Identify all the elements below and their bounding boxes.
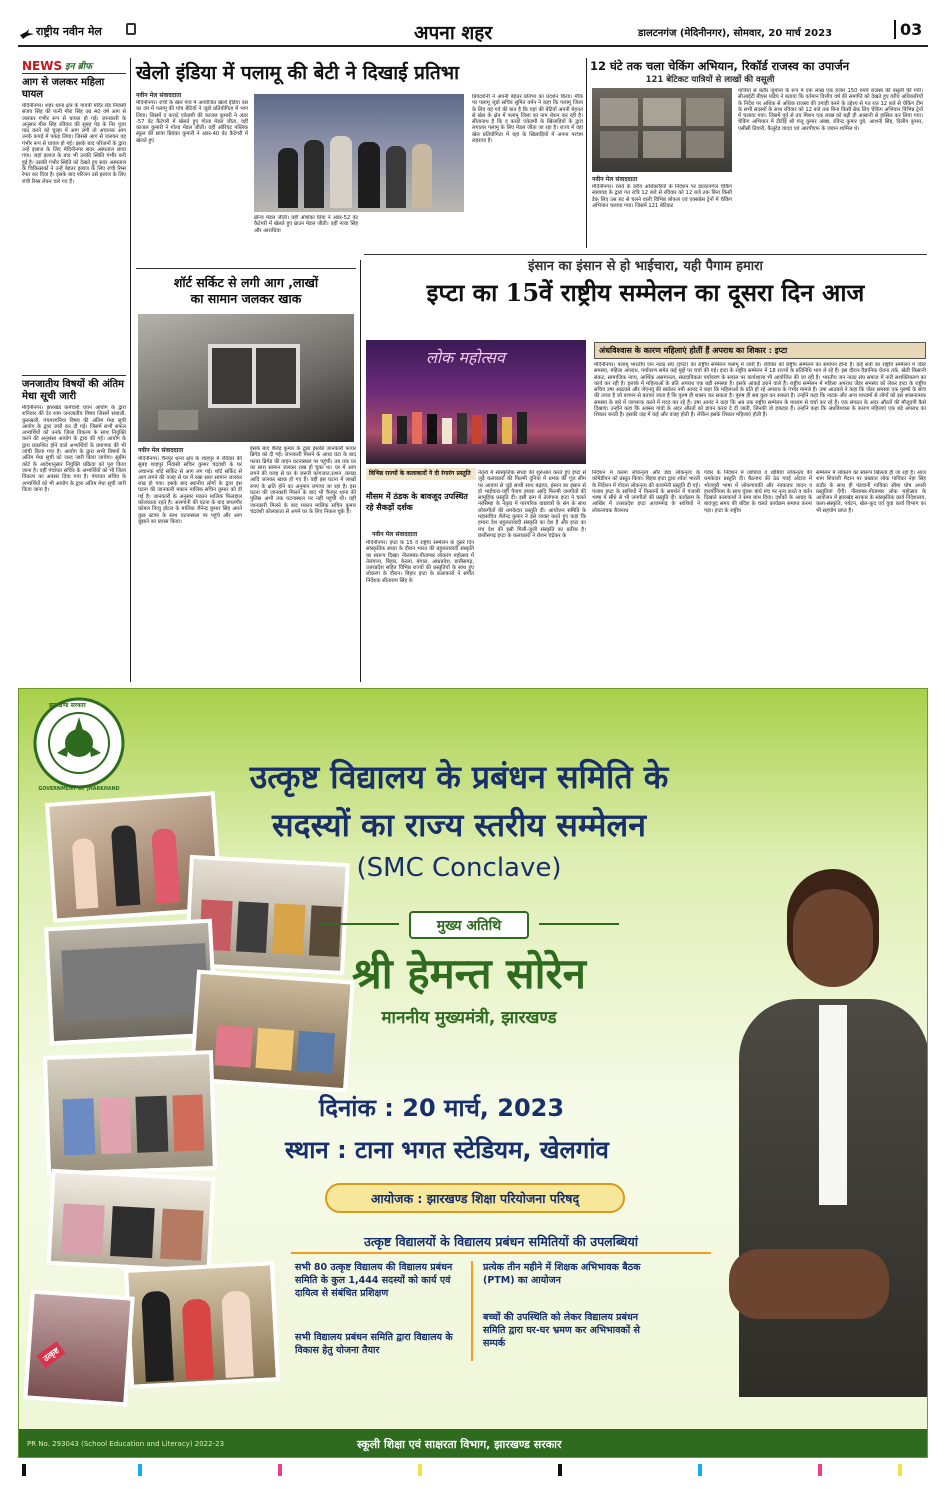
story1-col3: प्रियदर्शनी ने अपनी बेहतर प्रतिभा का प्रदर्शन किया। मौके पर पलामू जूडो सचिव सुमित वर्मन ने कहा कि पलामू जिला के लिए यह गर्व की बात है कि यहां की बेटियों अपनी मेहनत से खेल के क्षेत्र में पलामू जिला का नाम रोशन कर रही है। सीतानाथ है कि द कराटे एकेडमी के खिलाड़ियों के द्वारा लगातार पलामू के लिए मेडल जीता जा रहा है। राज्य में वहां खेल प्रतियोगिता में यहां के खिलाड़ियों में अपना परचम लहराया है। — [472, 94, 583, 145]
story1-photo — [254, 94, 464, 212]
date-label: दिनांक — [319, 1094, 376, 1122]
paper-name: राष्ट्रीय नवीन मेल — [36, 25, 102, 38]
story3-col1: मेदिनीनगर। चैनपुर थाना क्षेत्र के शाहपुर में रविवार की सुबह शाहपुर निवासी सचिन कुमार चंद्रवंशी के घर अचानक शॉर्ट सर्किट से आग लग गई। शॉर्ट सर्किट से आग लगने की वजह से घर में रखा सारा सामान जलकर राख हो गया। इसके बाद स्थानीय लोगों के द्वारा इस घटना की जानकारी मकान मालिक सचिन कुमार को दी गई है। जानकारी के अनुसार मकान मालिक फिलहाल कोलकाता रहते है। अलगानी की घटना के बाद बगलगीर कोमल निव्यु होटल के मालिक जैनेन्द्र कुमार सिंह अपने कुछ स्टाफ के साथ घटनास्थल पर पहुंचे और आग बुझाने का प्रयास किया। — [138, 456, 242, 525]
achievement-4: बच्चों की उपस्थिति को लेकर विद्यालय प्रबंधन समिति द्वारा घर-घर भ्रमण कर अभिभावकों से सम्पर्क — [483, 1312, 640, 1349]
section-title: अपना शहर — [414, 22, 493, 44]
brief-header — [22, 58, 126, 74]
event-venue: स्थान : टाना भगत स्टेडियम, खेलगांव — [285, 1136, 609, 1164]
story3-col2: इसके बाद शैलेंद्र कुमार के द्वारा इसकी जानकारी फायर ब्रिगेड को दी गई। जानकारी मिलने के आधा घंटा के बाद फायर ब्रिगेड की वाहन घटनास्थल पर पहुंची। तब तक घर का सारा सामान जलकर राख हो चुका था। घर में आग लगने की वजह से घर के जरूरी कागजात,राशन ,कपड़ा आदि जलकर खाक हो गए हैं। वहीं इस घटना में लाखों रुपए के क्षति होने का अनुमान लगाया जा रहा है। इस घटना की जानकारी मिलने के बाद भी चैनपुर थाना की पुलिस अभी तक घटनास्थल पर नहीं पहुंची थी। वहीं जानकारी मिलने के बाद मकान मालिक सचिन कुमार चंद्रवंशी कोलकाता से अपने घर के लिए निकल चुके हैं। — [250, 446, 356, 515]
chief-minister-portrait — [719, 829, 928, 1397]
story2-col1: मेदिनीनगर। रेलवे के वरीय अधिकारियों के निर्देशन पर डालटनगंज चेकिंग स्क्वायड के द्वारा गत रात्रि 12 बजे से रविवार को 12 बजे तक बिना किसी डेक लिए उस रुट से चलने वाली विभिन्न लोकल एवं एक्सप्रेस ट्रेनों में चेकिंग अभियान चलाया गया। जिसमें 121 बेटिकट — [592, 184, 732, 209]
story3-photo — [138, 314, 354, 442]
ad-title-english: (SMC Conclave) — [356, 853, 562, 883]
story4-kicker: इंसान का इंसान से हो भाईचारा, यही पैगाम हमारा — [528, 259, 763, 274]
emblem-bottom-text: GOVERNMENT OF JHARKHAND — [38, 787, 120, 792]
brief-2-body: मेदिनीनगर। झारखंड कर्मचारी चयन आयोग के द्वारा शनिवार की देर शाम जनजातीय विषय जिसमें संथाली, कुरुखली, पंचपरगनिया विषय की अंतिम मेधा सूची आयोग के द्वारा जारी कर दी गई। जिसमें सभी सफल अभ्यर्थियों को उनके जिला विकल्प के साथ नियुक्ति करने की अनुशंसा आयोग के द्वारा की गई। आयोग के द्वारा प्रकाशित होने वाले अभ्यर्थियों के प्रमाणक की भी जांची किया गया है। आयोग के द्वारा सभी विषयों के अंतिम मेधा सूची को जल्द जारी किया जायेगा। सुप्रीम कोर्ट के आदेशानुसार नियुक्ति प्रक्रिया को पूरा किया जाना है। वहीं पंचायत सचिव के अभ्यर्थियों को भी जिला विकल्प का अवसर दिया गया है। पंचायत सचिव के अभ्यर्थियों को भी आयोग के द्वारा अंतिम मेधा सूची जारी किया जाना है। — [22, 405, 126, 493]
achievement-2: सभी विद्यालय प्रबंधन समिति द्वारा विद्यालय के विकास हेतु योजना तैयार — [295, 1332, 453, 1356]
story4-col1: मेदिनीनगर। इप्टा के 15 वें राष्ट्रीय सम्मेलन के दूसरे दिन सांस्कृतिक संध्या के दौरान भारत की बहुलतावादी संस्कृति का स्वरूप दिखा। नीलाम्बर-पीताम्बर लोकरंग महोत्सव में तेलंगाना, बिहार, केरला, बंगाल, आंध्रप्रदेश, छत्तीसगढ़, उत्तरप्रदेश सहित विभिन्न राज्यों की प्रस्तुतियों के साथ हुए लोकरंग के दौरान। बिहार इप्टा के कलाकारों ने संगीत निर्देशक सीताराम सिंह के — [366, 540, 474, 584]
story1-col1: मेदिनीनगर। रांची के खेल गांव में आयोजित खेलो इंडिया दस का दम में पलामू की पांच बेटियों ने जूडो प्रतियोगिता में भाग लिया। जिसमें द कराटे एकेडमी की काजल कुमारी ने अंडर -57 वेट कैटेगरी में खेलते हुए गोल्ड मेडल जीता, वहीं काजल कुमारी ने गोल्ड मेडल जीती। वहीं ऑरिएंट पब्लिक स्कूल की छात्रा प्रियंका कुमारी ने अंडर-40 वेट कैटेगरी में खेलते हुए — [136, 100, 248, 144]
story-ipta — [364, 254, 927, 684]
event-date: दिनांक : 20 मार्च, 2023 — [319, 1094, 565, 1122]
story4-col4: गंवार के निर्देशन में जाधिया व धोबिया लोकनृत्य की धमकेदार प्रस्तुति दी। बैठनाथ की ठेठ गवई अंदाज में भोजपुरी भाषा में लोकगायकी और नवकवार वादन व हारमोनियम के साथ घुंघरू बांधे मंच पर नृत्य करते व बर्तन दिखाते कलाकारों ने समा बांध दिया। दर्शकों के आग्रह के बावजूद समय की बंदिश के चलते कार्यक्रम समाप्त करना पड़ा। इप्टा के राष्ट्रीय — [704, 470, 812, 514]
story4-col2: नेतृत्व में सांस्कृतिक संध्या की शुरुआत करते हुए इप्टा से जुड़े कलाकारों की फिल्मी दुनिया में धमक की गूंज सीम पर आयाम से जुड़े साथी साथ बढ़ाया, इंसान का इंसान से हो भाईचारा-यही पैगाम हमारा आदि फिल्मी जनगीतों की सामूहिक प्रस्तुति दी। इसी क्रम में तेलंगाना इप्टा ने चलते नरसिम्हा के नेतृत्व में पारंपरिक वाद्ययंत्रों के संग के साथ लोकगीतों की धमकेदार प्रस्तुति दी। आयोजन समिति के महासचिव शैलेन्द्र कुमार ने इसे व्यक्त करते हुए कहा कि हमारा देश बहुलतावादी संस्कृति का देश है और इप्टा का मंच देश की इसी मिली-जुली संस्कृति का प्रतीक है। छत्तीसगढ़ इप्टा के कलाकारों ने रोशन चंद्रेकर के — [478, 470, 586, 539]
story-fire — [136, 268, 356, 682]
story2-headline: 12 घंटे तक चला चेकिंग अभियान, रिकॉर्ड राजस्व का उपार्जन — [590, 59, 850, 73]
news-in-brief — [22, 58, 126, 682]
dateline: डालटनगंज (मेदिनीनगर), सोमवार, 20 मार्च 2023 — [638, 28, 833, 39]
story4-photo-caption — [366, 468, 476, 480]
masthead — [18, 18, 928, 48]
achievement-1: सभी 80 उत्कृष्ट विद्यालय की विद्यालय प्रबंधन समिति के कुल 1,444 सदस्यों को कार्य एवं दायित्व से संबंधित प्रशिक्षण — [295, 1262, 453, 1299]
ad-photo-6 — [47, 1169, 216, 1273]
story4-headline: इप्टा का 15वें राष्ट्रीय सम्मेलन का दूसरा दिन आज — [426, 278, 865, 307]
paper-logo-small — [126, 23, 136, 35]
story2-subhead: 121 बेटिकट यात्रियों से लाखों की वसूली — [645, 75, 775, 85]
ad-photo-3 — [44, 919, 218, 1046]
story1-col2: ब्रॉन्ज मेडल जीती। वहीं अंशिका प्रिया ने अंडर-52 वेट कैटेगरी में खेलते हुए ब्राउन मेडल जीती। वहीं नव्या सिंह और आराधिया — [254, 215, 358, 234]
story2-photo — [592, 88, 732, 172]
venue-value: टाना भगत स्टेडियम, खेलगांव — [355, 1136, 609, 1164]
story3-headline-1: शॉर्ट सर्किट से लगी आग ,लाखों — [173, 275, 319, 290]
ad-department: स्कूली शिक्षा एवं साक्षरता विभाग, झारखण्ड सरकार — [357, 1437, 562, 1451]
story-khelo-india — [136, 58, 583, 264]
ad-photo-5 — [43, 1050, 217, 1176]
ad-title-line-1: उत्कृष्ट विद्यालय के प्रबंधन समिति के — [249, 758, 669, 796]
smc-conclave-ad — [18, 688, 928, 1458]
jharkhand-emblem-icon — [33, 697, 125, 789]
story2-col2: यात्रियों से बतौर जुर्माना के रूप में एक लाख एक हजार 150 रुपये राजस्व की वसूली की गयी। सीआईटी बीएस पांडेय ने बताया कि वर्तमान वित्तीय वर्ष की समाप्ति को देखते हुए वरीय अधिकारियों के निर्देश पर अधिक से अधिक राजस्व की उगाही करने के उद्देश्य से गत रात 12 बजे से चेकिंग टीम के सभी सदस्यों के साथ रविवार को 12 बजे तक बिना किसी ब्रेक लिए चेकिंग अभियान विभिन्न ट्रेनों में चलाया गया। जिसमें पूर्व से तय मिशन एक लाख को बढ़ी ही आसानी से हासिल कर लिया गया। चेकिंग अभियान में टीटीई श्री मंजू कुमार अंबष्ठ, रविन्द्र कुमार दुबे, आशनी सिंह, दिलीप कुमार, एसीसी तिवारी, कैलुटेड यादव एवं आरपीएफ के जवान शामिल थे। — [738, 88, 923, 132]
story4-photo-banner: लोक महोत्सव — [426, 348, 505, 367]
page-number: 03 — [894, 20, 922, 39]
story4-col5: सम्मेलन में लोकरंग का स्वरूप खिलता ही जा रहा है। आज शाम शिवाजी मैदान पर प्रख्यात लोक गायिका नेहा सिंह राठौर के साथ ही पंडवानी गायिका सीमा घोष अपनी प्रस्तुतियां देंगी। नीलाम्बर-पीताम्बर लोक महोत्सव के आयोजन में झारखंड सरकार के सांस्कृतिक कार्य निदेशालय, कला-संस्कृति, पर्यटन, खेल-कूद एवं युवा कार्य विभाग का भी सहयोग प्राप्त है। — [816, 470, 926, 514]
story4-byline: नवीन मेल संवाददाता — [372, 531, 418, 538]
ad-footer — [19, 1429, 928, 1458]
achievement-3: प्रत्येक तीन महीने में शिक्षक अभिभावक बैठक (PTM) का आयोजन — [483, 1262, 641, 1286]
story1-headline: खेलो इंडिया में पलामू की बेटी ने दिखाई प्रतिभा — [136, 62, 459, 84]
bird-icon — [20, 24, 34, 34]
guest-name: श्री हेमन्त सोरेन — [352, 949, 586, 998]
story3-headline-2: का सामान जलकर खाक — [190, 291, 302, 306]
ad-photo-7 — [124, 1261, 280, 1389]
ad-title-line-2: सदस्यों का राज्य स्तरीय सम्मेलन — [271, 806, 646, 844]
brief-2-headline: जनजातीय विषयों की अंतिम मेधा सूची जारी — [22, 379, 125, 402]
organizer-badge — [325, 1183, 625, 1213]
story4-side-headline: अंधविश्वास के कारण महिलाएं होतीं हैं अपराध का शिकार : इप्टा — [594, 342, 926, 359]
ad-photo-8 — [23, 1290, 134, 1407]
date-value: 20 मार्च, 2023 — [402, 1094, 565, 1122]
story4-side-body: मेदिनीनगर। पलामू भारतीय जन नाट्य संघ (इप्टा) का राष्ट्रीय सम्मेलन पलामू में जारी है। रविवार को राष्ट्रीय सम्मेलन का समापन होना है। कई सत्रों का राष्ट्रीय सम्मेलन में जेंडर समस्या, महिला अपराध, पर्यावरण समेत कई मुद्दों पर चर्चा की गई। इप्टा के राष्ट्रीय सम्मेलन में 18 राज्यों के प्रतिनिधि भाग ले रहे हैं। इस दौरान वैज्ञानिक चेतना तर्क, खेती किसानी संकट, सामाजिक न्याय, आर्थिक असमानता, संप्रदायिकता पर्यावरण के सवाल पर कार्यशाला भी आयोजित की जा रही है। भारतीय जन नाट्य संघ समाज में नारी सशक्तिकरण का कार्य कर रही है। इलाके में महिलाओं के प्रति अपराध एक बड़ी समस्या है। इसके आंकड़े डराने वाले हैं। राष्ट्रीय सम्मेलन में महिला अपराध जेंडर समस्या को लेकर इप्टा के राष्ट्रीय सचिव उषा आठवले और जेएनयू की स्कॉलर नमी आनंद ने कहा कि महिलाओं के प्रति हो रहे अपराध के गंभीर मामले हैं। उषा आठवले ने कहा कि जेंडर समस्या एक पुरुषों के सोच की उपज है जो बचपन से बताया जाता है कि पुरुष ही शासन कर सकता है। पुरुष ही सब कुछ कर सकता है। उन्होंने कहा कि नाटक और अन्य माध्यमों से लोगों को इस शासनात्मक समस्या के बारे में जागरूक करने में मदद कर रहे हैं। उषा आनंद ने कहा कि अब तक राष्ट्रीय सम्मेलन के माध्यम से चर्चा कर रहे हैं। एक संगठन के अंदर औरतों की मौजूदगी कैसे दिखाएं। उन्होंने कहा कि अक्सर गांवों के अंदर औरतों को डायन करार दे दी जाती, जिनकी वो हकदार हैं। उन्होंने कहा कि अंधविश्वास के कारण महिलाएं एक बड़े अपराध का शिकार बनती है। इसकी जड़ में कई और वजह होती हैं। लेकिन इसके शिकार महिलाएं होती हैं। — [594, 362, 926, 419]
organizer-text: आयोजक : झारखण्ड शिक्षा परियोजना परिषद् — [370, 1190, 580, 1206]
story2-byline: नवीन मेल संवाददाता — [592, 176, 638, 183]
story-railway — [590, 58, 925, 248]
chief-guest-label-box — [409, 911, 529, 939]
story4-side-box — [594, 342, 926, 464]
story4-caption-text: विभिन्न राज्यों के कलाकारों ने दी रंगारंग प्रस्तुति — [369, 470, 471, 477]
brief-subtitle: इन ब्रीफ — [65, 62, 93, 72]
guest-title: माननीय मुख्यमंत्री, झारखण्ड — [381, 1008, 557, 1028]
emblem-top-text: झारखण्ड सरकार — [49, 702, 86, 709]
brief-1-headline: आग से जलकर महिला घायल — [22, 77, 105, 100]
brief-1-body: मेदिनीनगर। शहर थाना क्षेत्र के गायत्री मंदिर रोड निवासी संजय सिंह की पत्नी मीरा सिंह उम्र 40 वर्ष आग से जलकर गंभीर रूप से घायल हो गई। जानकारी के अनुसार मीरा सिंह रविवार की सुबह पेड़ के निर पूजा पाठ करने को चुल्हा में आग लगी तो अचानक आग उनके कपड़े में पकड़ लिया। जिससे आग से जलकर वह गंभीर रूप से घायल हो गई। इसके बाद परिजनों के द्वारा उन्हें इलाज के लिए मेदिनीनगर सदर अस्पताल लाया गया। जहां इलाज के बाद भी उनकी स्थिति गंभीर बनी हुई है। उसकी गंभीर स्थिति को देखते हुए सदर अस्पताल के चिकित्सकों ने उन्हें बेहतर इलाज के लिए रांची रिम्स रेफर कर दिया है। इसके बाद परिजन उसे इलाज के लिए रांची रिम्स लेकर चले गए हैं। — [22, 103, 126, 185]
story3-byline: नवीन मेल संवाददाता — [138, 447, 184, 454]
pr-number: PR No. 293043 (School Education and Literacy) 2022-23 — [27, 1440, 225, 1448]
story4-col3: निर्देशन में करमा लोकनृत्य और डंडा लोकनृत्य के कॉमेडीयन को प्रस्तुत किया। बिहार इप्टा द्वारा श्वेता भारती के निर्देशन में गोदना लोकनृत्य की कावमेनी प्रस्तुति दी गई। पंजाब इप्टा के साथियों ने किसानों के समर्थन में पंजाबी भाषा में सीधे से भी जनगीतों की प्रस्तुति दी। कार्यक्रम के आखिर में उत्तरप्रदेश इप्टा आजमगढ़ के साथियों ने लोकनाचक बैजनाथ — [592, 470, 700, 514]
chief-guest-label: मुख्य अतिथि — [436, 917, 502, 934]
registration-marks — [18, 1464, 928, 1480]
achievements-title: उत्कृष्ट विद्यालयों के विद्यालय प्रबंधन समितियों की उपलब्धियां — [291, 1233, 711, 1254]
story4-pullquote: मौसम में ठंडक के बावजूद उपस्थित रहे सैकड़ों दर्शक — [366, 492, 468, 512]
story4-photo — [366, 340, 586, 464]
venue-label: स्थान — [285, 1136, 329, 1164]
student-sash: उत्कृष्ट — [36, 1341, 65, 1368]
brief-title: NEWS — [22, 58, 63, 73]
story1-byline: नवीन मेल संवाददाता — [136, 92, 182, 99]
